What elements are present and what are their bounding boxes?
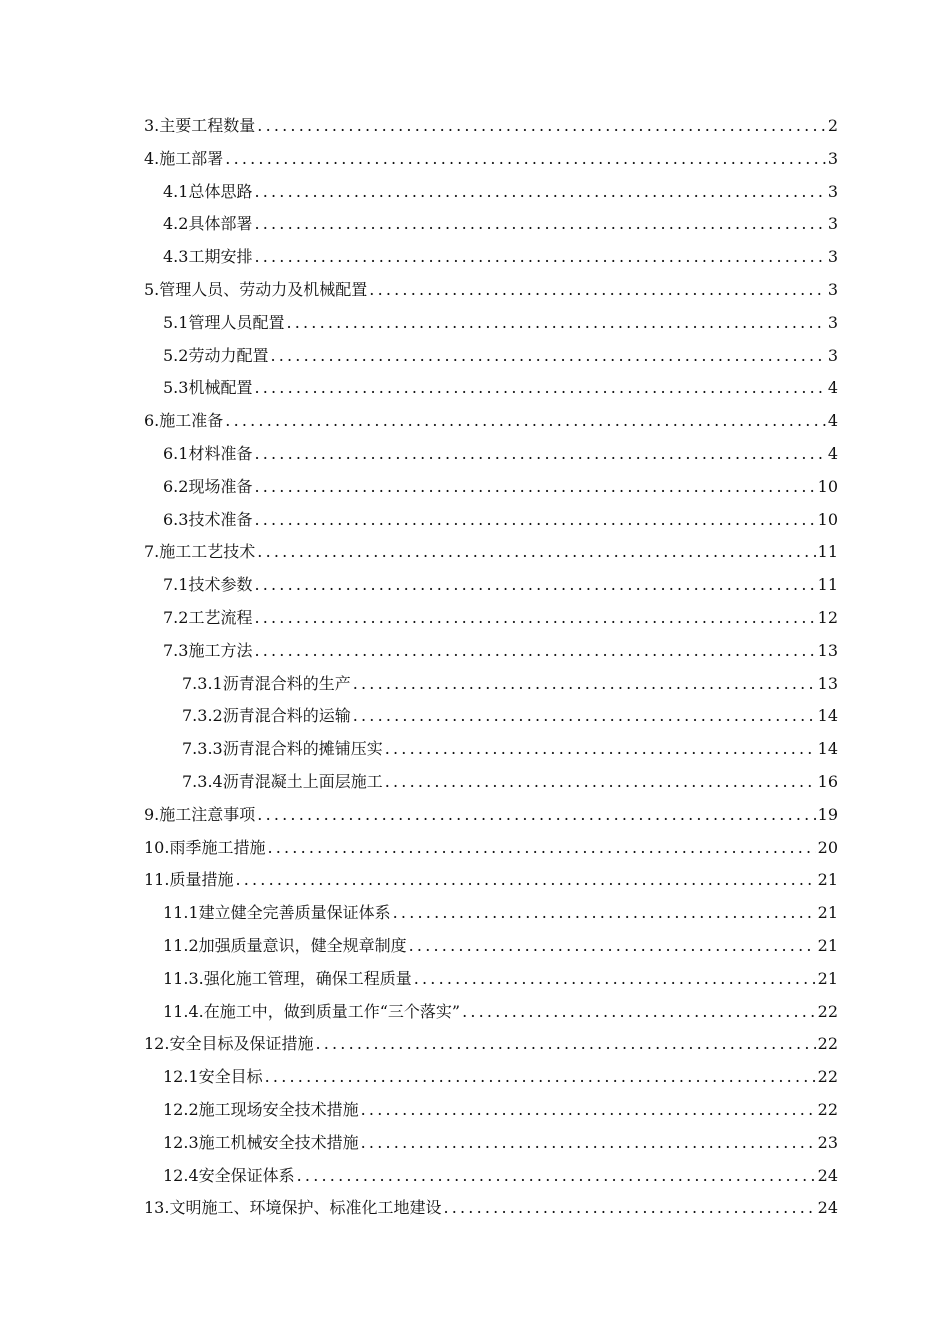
dot-leader (257, 536, 815, 569)
toc-entry-title: 4.1总体思路 (163, 181, 253, 201)
dot-leader (385, 733, 816, 766)
toc-entry-title: 7.施工工艺技术 (144, 542, 256, 562)
dot-leader (361, 1094, 816, 1127)
toc-entry-title: 12.3施工机械安全技术措施 (163, 1132, 359, 1152)
toc-entry-title: 13.文明施工、环境保护、标准化工地建设 (144, 1198, 442, 1218)
toc-page-number: 13 (817, 673, 838, 693)
dot-leader (265, 1061, 816, 1094)
toc-page-number: 3 (827, 279, 838, 299)
dot-leader (315, 1028, 815, 1061)
toc-entry-title: 5.1管理人员配置 (163, 312, 285, 332)
toc-entry[interactable] (144, 930, 838, 963)
toc-entry-title: 6.施工准备 (144, 411, 224, 431)
toc-entry[interactable] (144, 864, 838, 897)
toc-entry-title: 12.1安全目标 (163, 1067, 263, 1087)
toc-entry-title: 5.3机械配置 (163, 378, 253, 398)
toc-entry[interactable] (144, 996, 838, 1029)
dot-leader (297, 1160, 816, 1193)
dot-leader (254, 372, 825, 405)
toc-entry[interactable] (144, 307, 838, 340)
dot-leader (369, 274, 826, 307)
toc-entry[interactable] (144, 340, 838, 373)
toc-entry-title: 12.2施工现场安全技术措施 (163, 1099, 359, 1119)
toc-entry-title: 7.2工艺流程 (163, 607, 253, 627)
toc-entry[interactable] (144, 766, 838, 799)
toc-entry[interactable] (144, 208, 838, 241)
toc-page-number: 22 (817, 1099, 838, 1119)
toc-page-number: 21 (817, 870, 838, 890)
dot-leader (393, 897, 816, 930)
dot-leader (409, 930, 816, 963)
toc-page-number: 21 (817, 968, 838, 988)
toc-entry[interactable] (144, 963, 838, 996)
toc-page-number: 22 (817, 1067, 838, 1087)
toc-page-number: 12 (817, 607, 838, 627)
dot-leader (462, 996, 816, 1029)
toc-entry-title: 7.3.4沥青混凝土上面层施工 (182, 771, 383, 791)
toc-entry[interactable] (144, 733, 838, 766)
dot-leader (353, 700, 816, 733)
toc-page-number: 11 (817, 575, 838, 595)
dot-leader (235, 864, 815, 897)
toc-entry[interactable] (144, 504, 838, 537)
toc-page-number: 21 (817, 903, 838, 923)
toc-entry-title: 11.1建立健全完善质量保证体系 (163, 903, 391, 923)
dot-leader (225, 143, 826, 176)
toc-entry[interactable] (144, 668, 838, 701)
toc-page-number: 11 (817, 542, 838, 562)
toc-page-number: 3 (827, 247, 838, 267)
toc-entry[interactable] (144, 1127, 838, 1160)
toc-entry[interactable] (144, 110, 838, 143)
dot-leader (267, 832, 815, 865)
toc-entry-title: 7.3.3沥青混合料的摊铺压实 (182, 739, 383, 759)
toc-entry-title: 5.管理人员、劳动力及机械配置 (144, 279, 368, 299)
toc-entry[interactable] (144, 1061, 838, 1094)
toc-page-number: 3 (827, 148, 838, 168)
toc-entry[interactable] (144, 143, 838, 176)
toc-entry[interactable] (144, 405, 838, 438)
toc-entry-title: 4.施工部署 (144, 148, 224, 168)
dot-leader (353, 668, 816, 701)
toc-page-number: 4 (827, 443, 838, 463)
toc-entry-title: 12.安全目标及保证措施 (144, 1034, 314, 1054)
toc-page-number: 16 (817, 771, 838, 791)
toc-entry[interactable] (144, 536, 838, 569)
toc-page-number: 20 (817, 837, 838, 857)
toc-page-number: 4 (827, 378, 838, 398)
dot-leader (254, 438, 825, 471)
toc-entry[interactable] (144, 471, 838, 504)
dot-leader (254, 569, 815, 602)
toc-entry-title: 4.2具体部署 (163, 214, 253, 234)
toc-entry[interactable] (144, 1028, 838, 1061)
toc-entry-title: 10.雨季施工措施 (144, 837, 266, 857)
toc-entry-title: 12.4安全保证体系 (163, 1165, 295, 1185)
table-of-contents (144, 110, 838, 1225)
toc-page-number: 14 (817, 706, 838, 726)
toc-entry[interactable] (144, 602, 838, 635)
dot-leader (414, 963, 816, 996)
dot-leader (443, 1192, 815, 1225)
toc-page-number: 22 (817, 1034, 838, 1054)
dot-leader (361, 1127, 816, 1160)
toc-page-number: 21 (817, 935, 838, 955)
toc-page-number: 13 (817, 640, 838, 660)
toc-entry[interactable] (144, 569, 838, 602)
toc-page-number: 19 (817, 804, 838, 824)
toc-entry-title: 9.施工注意事项 (144, 804, 256, 824)
dot-leader (254, 176, 825, 209)
toc-entry-title: 6.1材料准备 (163, 443, 253, 463)
toc-entry[interactable] (144, 176, 838, 209)
dot-leader (385, 766, 816, 799)
toc-entry[interactable] (144, 274, 838, 307)
toc-entry[interactable] (144, 1192, 838, 1225)
toc-entry[interactable] (144, 832, 838, 865)
toc-entry-title: 11.质量措施 (144, 870, 234, 890)
dot-leader (286, 307, 825, 340)
toc-page-number: 4 (827, 411, 838, 431)
dot-leader (254, 504, 815, 537)
dot-leader (225, 405, 826, 438)
toc-entry[interactable] (144, 438, 838, 471)
toc-entry-title: 6.3技术准备 (163, 509, 253, 529)
toc-entry-title: 7.1技术参数 (163, 575, 253, 595)
toc-page-number: 3 (827, 312, 838, 332)
toc-page-number: 3 (827, 214, 838, 234)
toc-entry-title: 5.2劳动力配置 (163, 345, 269, 365)
dot-leader (254, 602, 815, 635)
toc-entry-title: 11.4.在施工中，做到质量工作“三个落实” (163, 1001, 461, 1021)
toc-entry[interactable] (144, 897, 838, 930)
toc-entry[interactable] (144, 241, 838, 274)
dot-leader (254, 635, 815, 668)
toc-page-number: 14 (817, 739, 838, 759)
toc-entry-title: 7.3施工方法 (163, 640, 253, 660)
toc-page-number: 2 (827, 116, 838, 135)
toc-entry[interactable] (144, 372, 838, 405)
dot-leader (257, 110, 826, 143)
toc-page-number: 24 (817, 1165, 838, 1185)
toc-entry[interactable] (144, 635, 838, 668)
toc-page-number: 23 (817, 1132, 838, 1152)
toc-entry-title: 11.3.强化施工管理，确保工程质量 (163, 968, 412, 988)
toc-entry[interactable] (144, 799, 838, 832)
dot-leader (254, 241, 825, 274)
dot-leader (254, 208, 825, 241)
toc-entry-title: 7.3.1沥青混合料的生产 (182, 673, 351, 693)
toc-page-number: 3 (827, 345, 838, 365)
toc-entry[interactable] (144, 1160, 838, 1193)
toc-page-number: 10 (817, 509, 838, 529)
toc-page-number: 3 (827, 181, 838, 201)
toc-entry[interactable] (144, 700, 838, 733)
toc-entry-title: 7.3.2沥青混合料的运输 (182, 706, 351, 726)
toc-page-number: 22 (817, 1001, 838, 1021)
dot-leader (254, 471, 815, 504)
toc-entry-title: 4.3工期安排 (163, 247, 253, 267)
toc-entry-title: 6.2现场准备 (163, 476, 253, 496)
dot-leader (257, 799, 815, 832)
toc-page-number: 10 (817, 476, 838, 496)
toc-page-number: 24 (817, 1198, 838, 1218)
toc-entry-title: 11.2加强质量意识，健全规章制度 (163, 935, 407, 955)
toc-entry[interactable] (144, 1094, 838, 1127)
dot-leader (270, 340, 825, 373)
toc-entry-title: 3.主要工程数量 (144, 116, 256, 135)
